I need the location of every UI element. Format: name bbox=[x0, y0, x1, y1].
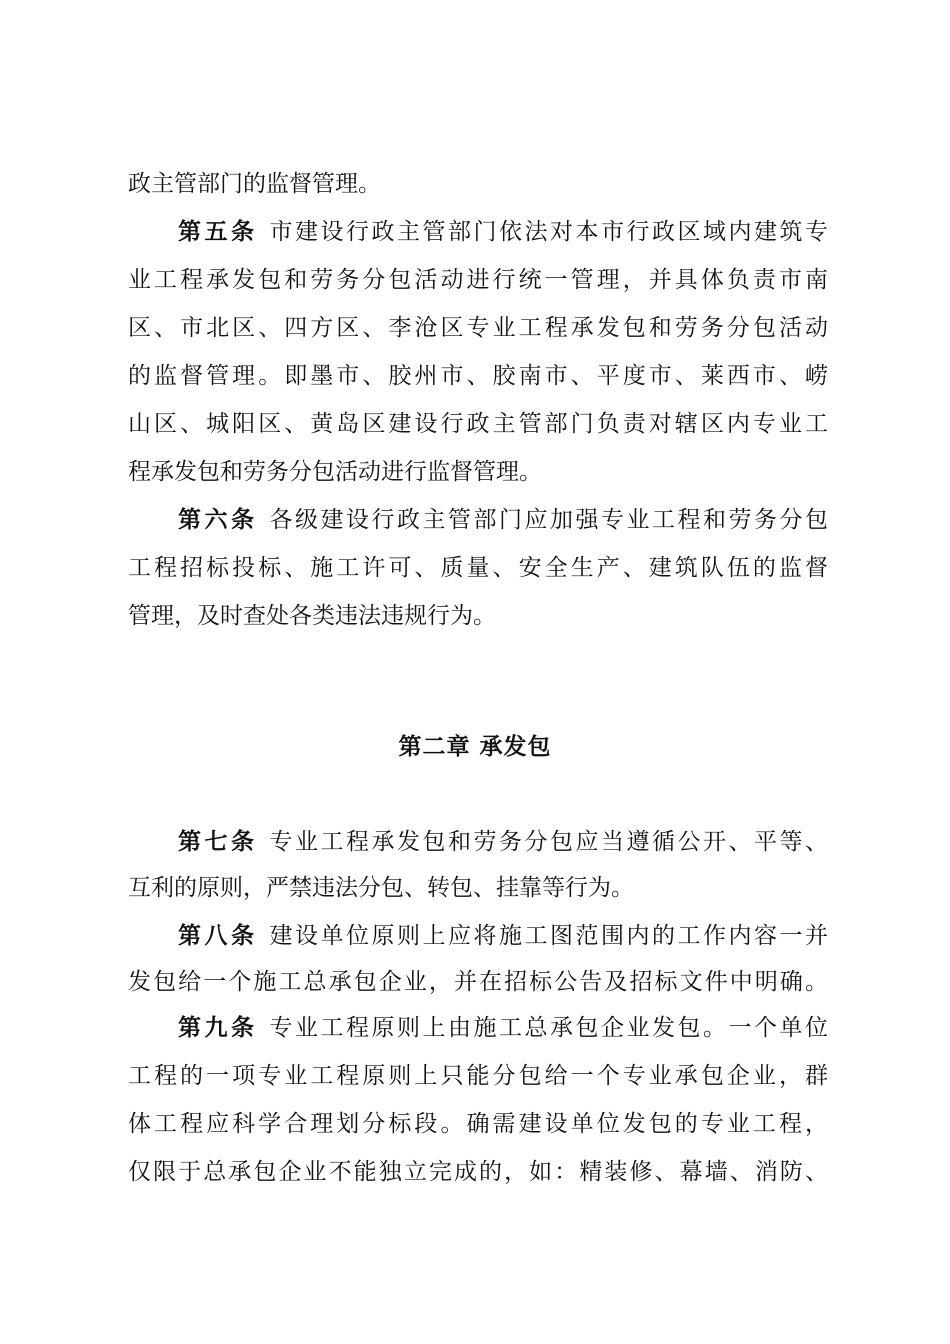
article-9-text-line-4: 仅限于总承包企业不能独立完成的，如：精装修、幕墙、消防、 bbox=[128, 1159, 828, 1185]
article-9-heading: 第九条 bbox=[178, 1015, 258, 1041]
article-5-text-line-6: 程承发包和劳务分包活动进行监督管理。 bbox=[128, 459, 542, 485]
article-5-text-line-3: 区、市北区、四方区、李沧区专业工程承发包和劳务分包活动 bbox=[128, 315, 828, 341]
article-6-heading: 第六条 bbox=[178, 507, 258, 533]
article-7-text-line-1: 专业工程承发包和劳务分包应当遵循公开、平等、 bbox=[269, 829, 828, 855]
article-5-first-line bbox=[178, 212, 828, 252]
article-8-text-line-2: 发包给一个施工总承包企业，并在招标公告及招标文件中明确。 bbox=[128, 969, 828, 995]
intro-tail-line: 政主管部门的监督管理。 bbox=[128, 171, 381, 197]
article-8-text-line-1: 建设单位原则上应将施工图范围内的工作内容一并 bbox=[269, 923, 828, 949]
article-7-heading: 第七条 bbox=[178, 829, 258, 855]
article-9-text-line-2: 工程的一项专业工程原则上只能分包给一个专业承包企业，群 bbox=[128, 1063, 828, 1089]
article-6-text-line-2: 工程招标投标、施工许可、质量、安全生产、建筑队伍的监督 bbox=[128, 555, 828, 581]
article-7-text-line-2: 互利的原则，严禁违法分包、转包、挂靠等行为。 bbox=[128, 875, 634, 901]
article-8-first-line bbox=[178, 916, 828, 956]
article-6-text-line-1: 各级建设行政主管部门应加强专业工程和劳务分包 bbox=[269, 507, 828, 533]
article-9-first-line bbox=[178, 1008, 828, 1048]
article-7-first-line bbox=[178, 822, 828, 862]
article-5-text-line-2: 业工程承发包和劳务分包活动进行统一管理，并具体负责市南 bbox=[128, 267, 828, 293]
article-5-heading: 第五条 bbox=[178, 219, 258, 245]
article-5-text-line-5: 山区、城阳区、黄岛区建设行政主管部门负责对辖区内专业工 bbox=[128, 411, 828, 437]
article-9-text-line-3: 体工程应科学合理划分标段。确需建设单位发包的专业工程， bbox=[128, 1111, 828, 1137]
article-6-text-line-3: 管理，及时查处各类违法违规行为。 bbox=[128, 603, 496, 629]
article-5-text-line-4: 的监督管理。即墨市、胶州市、胶南市、平度市、莱西市、崂 bbox=[128, 363, 828, 389]
article-6-first-line bbox=[178, 500, 828, 540]
article-5-text-line-1: 市建设行政主管部门依法对本市行政区域内建筑专 bbox=[269, 219, 828, 245]
article-9-text-line-1: 专业工程原则上由施工总承包企业发包。一个单位 bbox=[269, 1015, 828, 1041]
chapter-title: 第二章 承发包 bbox=[398, 734, 552, 760]
article-8-heading: 第八条 bbox=[178, 923, 258, 949]
